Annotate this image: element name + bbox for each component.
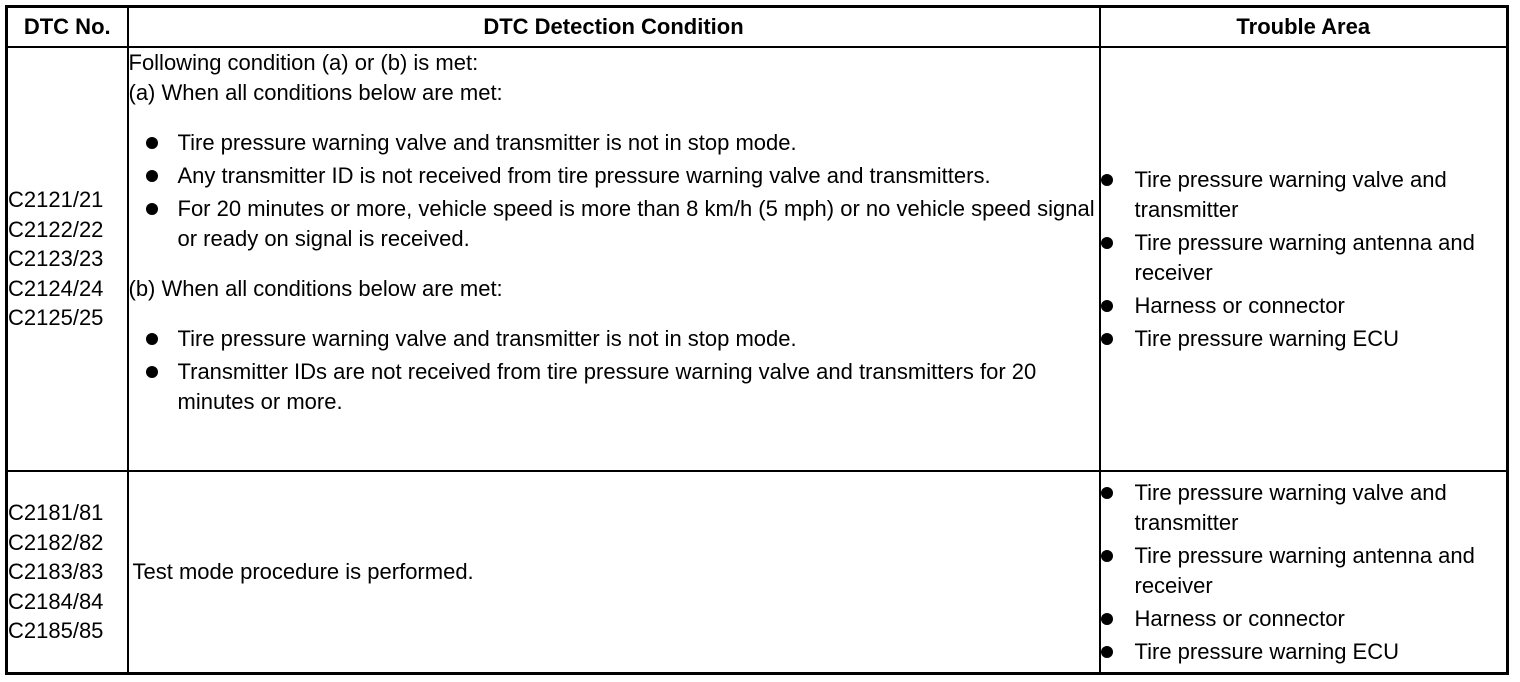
condition-a-heading: (a) When all conditions below are met: xyxy=(128,80,503,105)
trouble-area-list xyxy=(1101,165,1507,354)
list-item xyxy=(1101,165,1507,225)
trouble-area-cell xyxy=(1100,47,1508,471)
list-item-text: Tire pressure warning valve and transmitter is not in stop mode. xyxy=(177,130,797,155)
bullet-icon xyxy=(1101,174,1113,186)
trouble-area-list xyxy=(1101,478,1507,667)
bullet-icon xyxy=(146,170,158,182)
dtc-code: C2121/21 xyxy=(8,187,104,213)
list-item xyxy=(129,128,1099,158)
bullet-icon xyxy=(146,137,158,149)
list-item xyxy=(129,161,1099,191)
dtc-codes-cell xyxy=(7,47,128,471)
list-item xyxy=(1101,291,1507,321)
dtc-code: C2124/24 xyxy=(8,275,104,301)
list-item-text: Harness or connector xyxy=(1134,605,1345,631)
list-item-text: Tire pressure warning valve and transmitter xyxy=(1134,166,1447,222)
dtc-code: C2183/83 xyxy=(8,559,104,585)
list-item-text: For 20 minutes or more, vehicle speed is more than 8 km/h (5 mph) or no vehicle speed signal or ready on signal is received. xyxy=(177,196,1095,251)
bullet-icon xyxy=(146,333,158,345)
bullet-icon xyxy=(1101,487,1113,499)
bullet-icon xyxy=(146,366,158,378)
header-dtc-no: DTC No. xyxy=(7,7,128,48)
list-item-text: Tire pressure warning valve and transmitter is not in stop mode. xyxy=(177,326,797,351)
trouble-area-cell xyxy=(1100,471,1508,674)
list-item xyxy=(1101,637,1507,667)
bullet-icon xyxy=(1101,237,1113,249)
list-item xyxy=(1101,541,1507,601)
dtc-codes-cell xyxy=(7,471,128,674)
header-detection-condition: DTC Detection Condition xyxy=(128,7,1100,48)
list-item-text: Tire pressure warning antenna and receiver xyxy=(1134,229,1475,285)
list-item-text: Harness or connector xyxy=(1134,292,1345,318)
dtc-code: C2122/22 xyxy=(8,216,104,242)
dtc-code: C2185/85 xyxy=(8,618,104,644)
list-item-text: Tire pressure warning ECU xyxy=(1134,638,1399,664)
dtc-table xyxy=(5,5,1509,675)
condition-b-list xyxy=(129,324,1099,417)
condition-b-heading: (b) When all conditions below are met: xyxy=(128,276,503,301)
list-item xyxy=(129,194,1099,254)
bullet-icon xyxy=(1101,333,1113,345)
condition-text: Test mode procedure is performed. xyxy=(132,559,474,584)
list-item xyxy=(1101,478,1507,538)
condition-a-list xyxy=(129,128,1099,254)
bullet-icon xyxy=(1101,300,1113,312)
list-item xyxy=(129,324,1099,354)
bullet-icon xyxy=(146,203,158,215)
list-item-text: Tire pressure warning valve and transmitter xyxy=(1134,479,1447,535)
list-item xyxy=(1101,604,1507,634)
list-item-text: Any transmitter ID is not received from tire pressure warning valve and transmitters. xyxy=(177,163,991,188)
dtc-code: C2184/84 xyxy=(8,588,104,614)
bullet-icon xyxy=(1101,646,1113,658)
list-item-text: Tire pressure warning ECU xyxy=(1134,325,1399,351)
dtc-code: C2182/82 xyxy=(8,529,104,555)
dtc-code: C2125/25 xyxy=(8,305,104,331)
list-item-text: Tire pressure warning antenna and receiver xyxy=(1134,542,1475,598)
dtc-code: C2123/23 xyxy=(8,246,104,272)
condition-intro: Following condition (a) or (b) is met: xyxy=(128,50,479,75)
list-item xyxy=(129,357,1099,417)
list-item xyxy=(1101,228,1507,288)
table-row xyxy=(7,471,1508,674)
detection-condition-cell xyxy=(128,47,1100,471)
bullet-icon xyxy=(1101,550,1113,562)
dtc-code: C2181/81 xyxy=(8,500,104,526)
table-row xyxy=(7,47,1508,471)
detection-condition-cell xyxy=(128,471,1100,674)
list-item xyxy=(1101,324,1507,354)
list-item-text: Transmitter IDs are not received from tire pressure warning valve and transmitters for 20 minutes or more. xyxy=(177,359,1037,414)
bullet-icon xyxy=(1101,613,1113,625)
header-trouble-area: Trouble Area xyxy=(1100,7,1508,48)
header-row xyxy=(7,7,1508,48)
